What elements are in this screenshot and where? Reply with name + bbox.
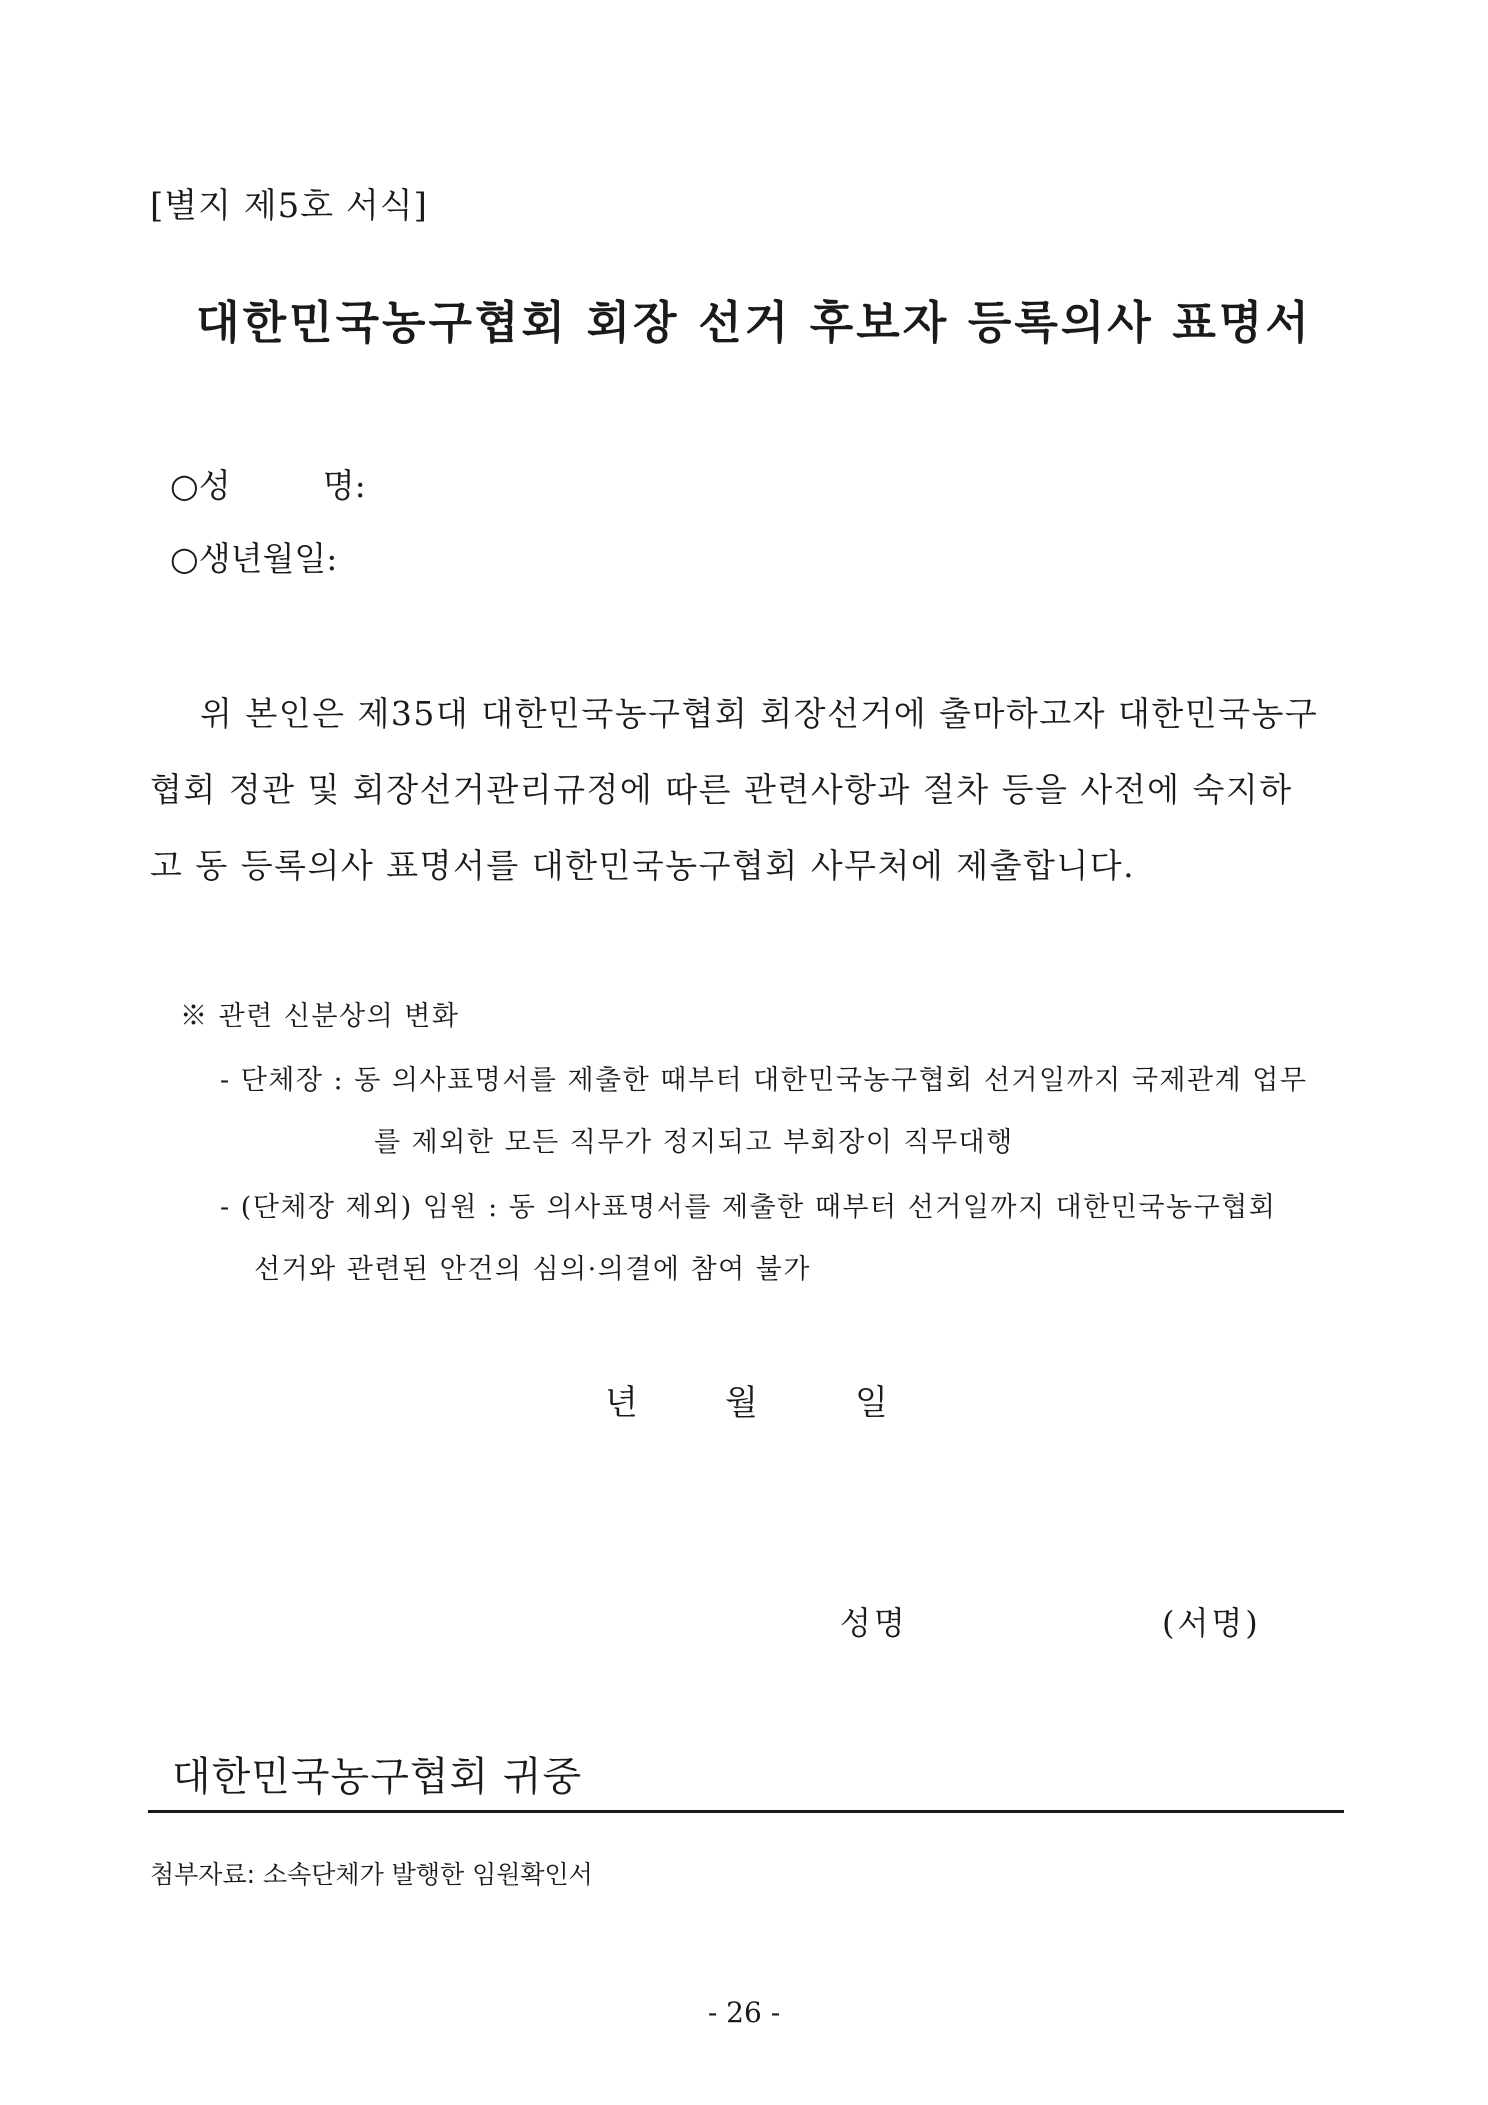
status-change-item-2-continued: 선거와 관련된 안건의 심의·의결에 참여 불가 <box>254 1254 811 1285</box>
birthdate-field-label: ○생년월일: <box>170 539 338 578</box>
status-change-item-1: - 단체장 : 동 의사표명서를 제출한 때부터 대한민국농구협회 선거일까지 국제관계 업무 <box>220 1065 1308 1096</box>
birthdate-field <box>170 533 337 580</box>
date-day-label: 일 <box>855 1383 888 1423</box>
date-year-label: 년 <box>605 1383 638 1423</box>
date-line <box>605 1375 888 1424</box>
name-field-label-b: 명: <box>322 466 366 505</box>
name-field-label-a: ○성 <box>170 466 231 505</box>
document-title: 대한민국농구협회 회장 선거 후보자 등록의사 표명서 <box>196 296 1312 349</box>
declaration-line-1: 위 본인은 제35대 대한민국농구협회 회장선거에 출마하고자 대한민국농구 <box>200 694 1319 733</box>
addressee: 대한민국농구협회 귀중 <box>172 1754 583 1800</box>
signature-name-label: 성명 <box>840 1604 908 1642</box>
status-change-item-1-continued: 를 제외한 모든 직무가 정지되고 부회장이 직무대행 <box>374 1127 1014 1158</box>
page-number: - 26 - <box>707 1996 781 2029</box>
date-month-label: 월 <box>725 1383 758 1423</box>
addressee-divider <box>148 1810 1344 1813</box>
signature-seal-label: (서명) <box>1162 1604 1261 1642</box>
status-change-item-2: - (단체장 제외) 임원 : 동 의사표명서를 제출한 때부터 선거일까지 대한민국농구협회 <box>220 1192 1277 1223</box>
declaration-line-2: 협회 정관 및 회장선거관리규정에 따른 관련사항과 절차 등을 사전에 숙지하 <box>150 770 1293 809</box>
status-change-note-header: ※ 관련 신분상의 변화 <box>180 1001 460 1032</box>
declaration-line-3: 고 동 등록의사 표명서를 대한민국농구협회 사무처에 제출합니다. <box>150 846 1136 885</box>
form-number-label: [별지 제5호 서식] <box>150 186 428 226</box>
name-field <box>170 460 366 507</box>
attachment-note: 첨부자료: 소속단체가 발행한 임원확인서 <box>150 1860 593 1889</box>
